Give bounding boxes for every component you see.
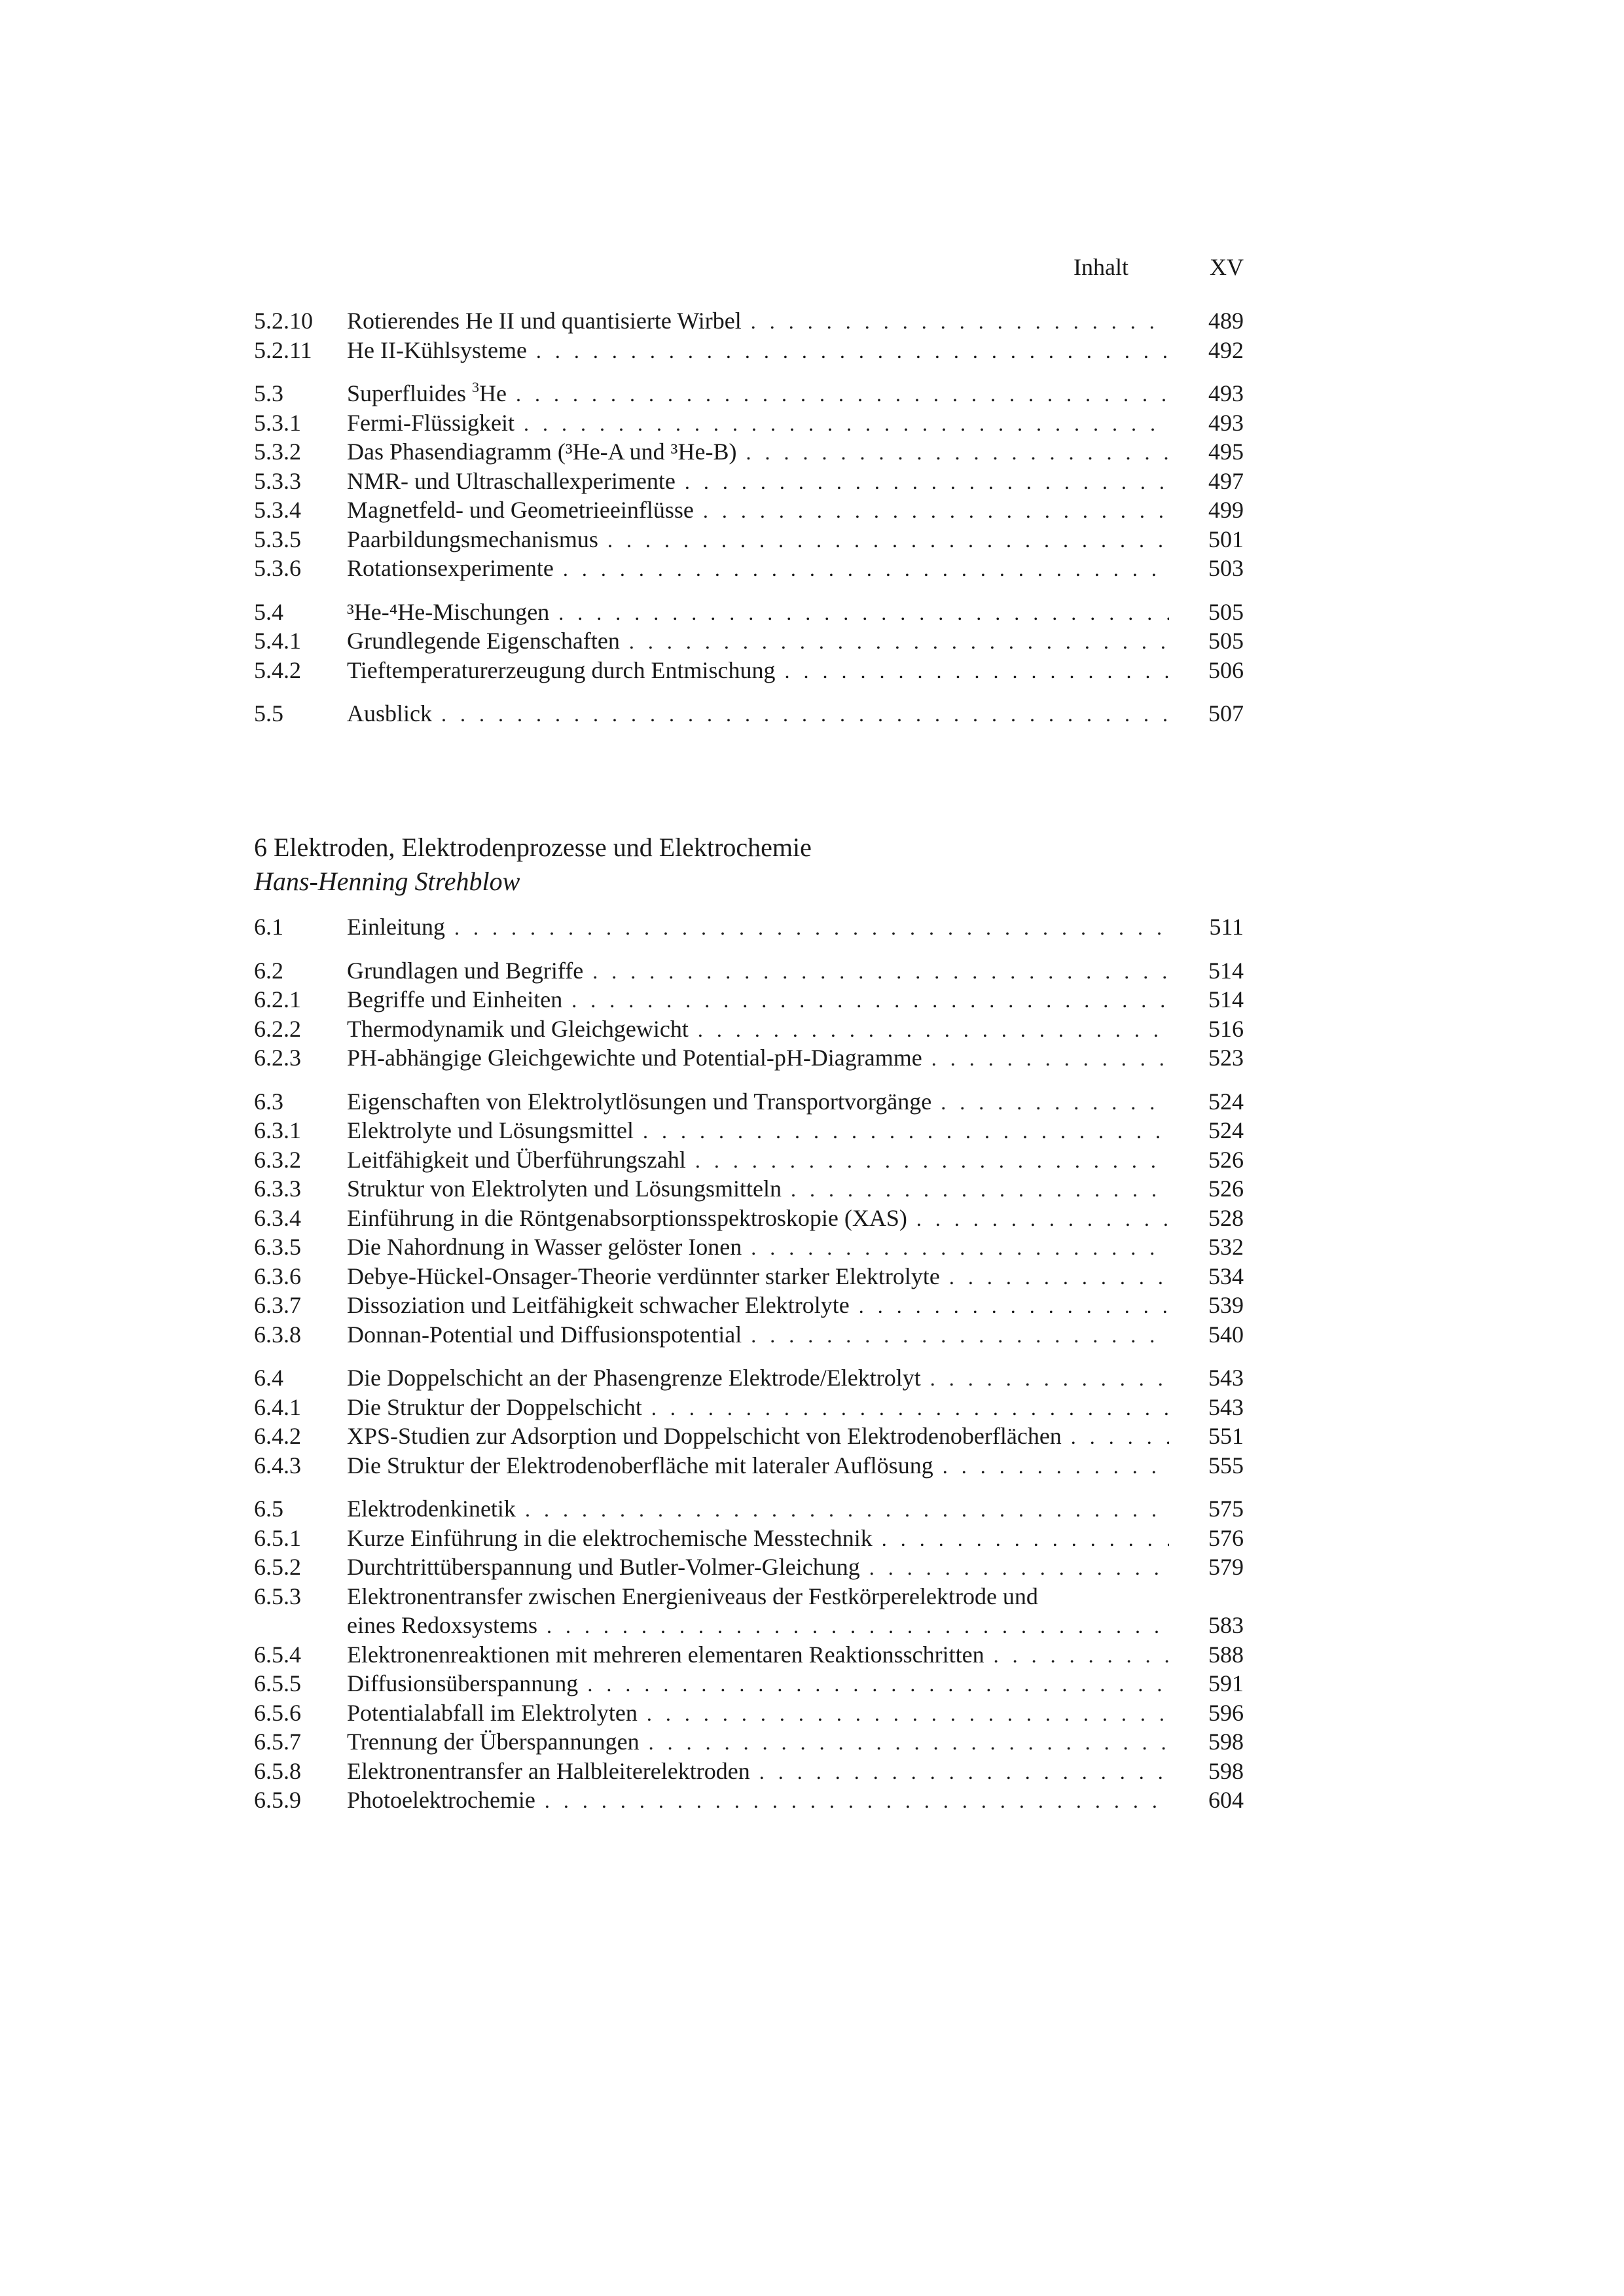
toc-entry [254,1757,1244,1786]
toc-entry-number: 6.5.2 [254,1554,301,1580]
toc-entry-title: XPS-Studien zur Adsorption und Doppelschicht von Elektrodenoberflächen [347,1422,1071,1451]
toc-entry-number: 6.3.3 [254,1175,301,1202]
toc-entry-page: 493 [1208,409,1244,436]
toc-entry-title: Die Doppelschicht an der Phasengrenze Elektrode/Elektrolyt [347,1363,930,1393]
toc-entry [254,1640,1244,1670]
toc-entry-number: 6.2.3 [254,1045,301,1071]
toc-leader-dots [536,336,1169,366]
toc-entry-number: 6.4 [254,1365,283,1391]
toc-entry-page: 598 [1208,1729,1244,1755]
toc-entry-number: 5.3 [254,380,283,406]
toc-entry-number: 5.3.3 [254,467,301,494]
toc-entry-number: 6.3.5 [254,1234,301,1260]
toc-entry-page: 526 [1208,1175,1244,1202]
toc-section-5 [254,306,1244,728]
toc-entry-number: 5.3.4 [254,497,301,523]
toc-leader-dots [746,438,1169,467]
toc-entry [254,598,1244,627]
toc-entry [254,1669,1244,1698]
toc-entry-title: Durchtrittüberspannung und Butler-Volmer-Gleichung [347,1552,869,1582]
toc-entry [254,1611,1244,1640]
toc-entry-title: Leitfähigkeit und Überführungszahl [347,1145,695,1175]
toc-entry-title: Die Struktur der Doppelschicht [347,1393,651,1422]
toc-leader-dots [785,656,1170,686]
toc-entry-title: Eigenschaften von Elektrolytlösungen und Transportvorgänge [347,1087,941,1117]
toc-entry [254,1232,1244,1262]
toc-leader-dots [629,627,1169,656]
toc-entry-number: 6.5.7 [254,1729,301,1755]
toc-leader-dots [698,1015,1169,1045]
toc-entry [254,408,1244,438]
toc-entry-number: 5.5 [254,700,283,726]
toc-entry-number: 6.4.2 [254,1423,301,1449]
toc-entry-title: Rotierendes He II und quantisierte Wirbel [347,306,751,336]
toc-entry-number: 6.5.5 [254,1670,301,1696]
toc-entry-title: Die Nahordnung in Wasser gelöster Ionen [347,1232,751,1262]
toc-entry [254,626,1244,656]
toc-leader-dots [651,1393,1169,1423]
toc-entry [254,467,1244,496]
toc-leader-dots [941,1088,1169,1117]
toc-entry-number: 5.3.2 [254,439,301,465]
toc-entry-page: 492 [1208,336,1244,363]
toc-entry [254,1582,1244,1611]
toc-entry-page: 579 [1208,1554,1244,1580]
toc-entry-title: Ausblick [347,699,441,728]
toc-entry [254,1785,1244,1815]
toc-leader-dots [869,1553,1169,1583]
toc-entry-title: Elektronenreaktionen mit mehreren elementaren Reaktionsschritten [347,1640,994,1670]
toc-entry [254,1393,1244,1422]
toc-leader-dots [524,409,1169,439]
toc-entry [254,656,1244,685]
toc-entry-page: 598 [1208,1757,1244,1784]
toc-entry [254,1320,1244,1350]
toc-leader-dots [943,1452,1169,1481]
toc-entry-title: ³He-⁴He-Mischungen [347,598,558,627]
toc-entry-page: 532 [1208,1234,1244,1260]
toc-entry-number: 5.3.5 [254,526,301,552]
toc-leader-dots [563,554,1169,584]
toc-leader-dots [441,700,1169,729]
toc-entry-number: 6.3.1 [254,1117,301,1143]
toc-leader-dots [685,467,1169,497]
toc-entry-page: 539 [1208,1292,1244,1318]
toc-entry-page: 524 [1208,1117,1244,1143]
toc-entry-page: 489 [1208,308,1244,334]
toc-entry-title: Paarbildungsmechanismus [347,525,607,554]
toc-leader-dots [592,957,1169,986]
toc-leader-dots [571,986,1169,1015]
toc-entry-title: Elektrodenkinetik [347,1494,525,1524]
toc-entry-page: 540 [1208,1321,1244,1348]
toc-entry-title: Tieftemperaturerzeugung durch Entmischung [347,656,785,685]
toc-entry-number: 6.5.8 [254,1757,301,1784]
toc-entry-number: 5.4.1 [254,628,301,654]
toc-entry-title: Elektrolyte und Lösungsmittel [347,1116,643,1145]
toc-entry-title: Struktur von Elektrolyten und Lösungsmitteln [347,1174,791,1204]
toc-leader-dots [949,1263,1169,1292]
toc-entry-title: Grundlegende Eigenschaften [347,626,629,656]
toc-entry-page: 555 [1208,1452,1244,1479]
toc-leader-dots [558,598,1169,628]
toc-entry [254,1262,1244,1291]
toc-entry [254,1363,1244,1393]
toc-entry-title: Elektronentransfer an Halbleiterelektroden [347,1757,759,1786]
toc-entry [254,1014,1244,1044]
toc-entry [254,1552,1244,1582]
toc-leader-dots [587,1670,1169,1699]
toc-entry-title: Magnetfeld- und Geometrieeinflüsse [347,495,703,525]
toc-leader-dots [547,1611,1169,1641]
toc-entry-title: Debye-Hückel-Onsager-Theorie verdünnter starker Elektrolyte [347,1262,949,1291]
toc-entry [254,985,1244,1014]
toc-leader-dots [647,1699,1169,1729]
toc-leader-dots [649,1728,1169,1757]
running-header [1074,247,1244,287]
toc-entry [254,1043,1244,1073]
toc-entry-number: 5.4.2 [254,656,301,683]
toc-leader-dots [751,1321,1169,1350]
toc-entry [254,1291,1244,1320]
toc-entry-title: Grundlagen und Begriffe [347,956,592,986]
toc-leader-dots [916,1204,1169,1234]
toc-entry-number: 6.3.7 [254,1292,301,1318]
toc-entry-number: 6.5.4 [254,1641,301,1668]
toc-entry-page: 497 [1208,467,1244,494]
toc-entry-page: 501 [1208,526,1244,552]
toc-entry-number: 6.5.6 [254,1699,301,1726]
toc-leader-dots [931,1044,1169,1073]
toc-entry-number: 6.3.6 [254,1263,301,1289]
toc-entry-page: 528 [1208,1204,1244,1231]
toc-entry [254,1087,1244,1117]
toc-entry-page: 575 [1208,1496,1244,1522]
toc-entry-page: 516 [1208,1015,1244,1042]
toc-entry [254,912,1244,942]
toc-entry-page: 507 [1208,700,1244,726]
toc-leader-dots [791,1175,1169,1204]
toc-entry-title: Einleitung [347,912,454,942]
toc-entry-number: 6.2.2 [254,1015,301,1042]
toc-entry-page: 493 [1208,380,1244,406]
toc-entry-title: PH-abhängige Gleichgewichte und Potential-pH-Diagramme [347,1043,931,1073]
toc-entry [254,1174,1244,1204]
toc-entry-title: Rotationsexperimente [347,554,563,583]
toc-entry-number: 5.2.10 [254,308,313,334]
toc-leader-dots [930,1364,1169,1393]
toc-entry [254,1145,1244,1175]
toc-entry-number: 6.4.1 [254,1393,301,1420]
toc-entry-page: 505 [1208,598,1244,625]
toc-entry-number: 6.3.4 [254,1204,301,1231]
toc-leader-dots [695,1146,1169,1175]
toc-leader-dots [643,1117,1169,1146]
toc-entry-number: 6.3.8 [254,1321,301,1348]
toc-chapter-6 [254,912,1244,1815]
toc-entry-page: 543 [1208,1365,1244,1391]
toc-entry-title: Potentialabfall im Elektrolyten [347,1698,647,1728]
toc-entry-page: 526 [1208,1146,1244,1173]
toc-entry-page: 523 [1208,1045,1244,1071]
toc-entry-page: 505 [1208,628,1244,654]
toc-leader-dots [516,380,1169,409]
toc-entry-number: 6.5.9 [254,1787,301,1813]
toc-entry-number: 6.3 [254,1088,283,1115]
toc-leader-dots [882,1524,1169,1554]
toc-entry-title: Superfluides $^3$He [347,379,516,408]
toc-entry-number: 6.3.2 [254,1146,301,1173]
toc-entry-number: 6.5.1 [254,1524,301,1551]
toc-entry-title: Donnan-Potential und Diffusionspotential [347,1320,751,1350]
toc-entry-title: NMR- und Ultraschallexperimente [347,467,685,496]
toc-leader-dots [525,1495,1169,1524]
toc-entry-title: Dissoziation und Leitfähigkeit schwacher Elektrolyte [347,1291,859,1320]
toc-leader-dots [703,496,1169,526]
toc-entry [254,1698,1244,1728]
toc-entry-title: He II-Kühlsysteme [347,336,536,365]
toc-leader-dots [545,1786,1169,1816]
toc-entry [254,525,1244,554]
toc-entry-number: 6.5.3 [254,1583,301,1609]
toc-entry [254,1524,1244,1553]
toc-leader-dots [859,1291,1169,1321]
header-page-number: XV [1210,254,1244,280]
toc-entry-page: 506 [1208,656,1244,683]
toc-entry-title: Begriffe und Einheiten [347,985,571,1014]
toc-leader-dots [994,1641,1169,1670]
toc-entry [254,1116,1244,1145]
toc-entry-title: Fermi-Flüssigkeit [347,408,524,438]
toc-entry [254,699,1244,728]
toc-entry [254,495,1244,525]
toc-entry-title: Kurze Einführung in die elektrochemische Messtechnik [347,1524,882,1553]
toc-entry-title: Das Phasendiagramm (³He-A und ³He-B) [347,437,746,467]
chapter-author: Hans-Henning Strehblow [254,867,520,896]
toc-entry-page: 511 [1209,914,1244,940]
toc-entry-number: 5.2.11 [254,336,312,363]
toc-entry-page: 596 [1208,1699,1244,1726]
toc-entry-page: 495 [1208,439,1244,465]
toc-entry-number: 6.4.3 [254,1452,301,1479]
toc-entry [254,1422,1244,1451]
toc-entry-number: 5.3.1 [254,409,301,436]
toc-entry-number: 6.5 [254,1496,283,1522]
toc-entry [254,1727,1244,1757]
toc-entry [254,1451,1244,1480]
toc-entry-title: Einführung in die Röntgenabsorptionsspektroskopie (XAS) [347,1204,916,1233]
toc-entry-title: Photoelektrochemie [347,1785,545,1815]
toc-entry-number: 5.4 [254,598,283,625]
toc-entry [254,1494,1244,1524]
toc-entry [254,306,1244,336]
toc-entry-number: 5.3.6 [254,555,301,581]
toc-entry-number: 6.2.1 [254,986,301,1013]
toc-entry [254,379,1244,408]
toc-entry-page: 499 [1208,497,1244,523]
toc-entry-title: Thermodynamik und Gleichgewicht [347,1014,698,1044]
toc-entry-page: 534 [1208,1263,1244,1289]
toc-leader-dots [751,1233,1169,1263]
toc-entry-page: 503 [1208,555,1244,581]
toc-leader-dots [751,307,1169,336]
toc-entry [254,336,1244,365]
toc-entry-title: Diffusionsüberspannung [347,1669,587,1698]
toc-entry [254,437,1244,467]
toc-leader-dots [454,913,1169,942]
toc-entry-title: Die Struktur der Elektrodenoberfläche mit lateraler Auflösung [347,1451,943,1480]
toc-entry-page: 551 [1208,1423,1244,1449]
toc-entry-page: 583 [1208,1612,1244,1638]
toc-entry-page: 576 [1208,1524,1244,1551]
chapter-heading: 6 Elektroden, Elektrodenprozesse und Elektrochemie [254,833,812,862]
toc-leader-dots [1071,1422,1169,1452]
toc-entry-page: 588 [1208,1641,1244,1668]
toc-entry-title: Elektronentransfer zwischen Energieniveaus der Festkörperelektrode und [347,1582,1047,1611]
toc-entry-page: 524 [1208,1088,1244,1115]
toc-leader-dots [607,526,1169,555]
toc-entry-number: 6.2 [254,957,283,984]
toc-entry [254,956,1244,986]
toc-entry-page: 543 [1208,1393,1244,1420]
toc-entry-title: eines Redoxsystems [347,1611,547,1640]
toc-entry-page: 514 [1208,986,1244,1013]
toc-entry [254,554,1244,583]
toc-entry-page: 604 [1208,1787,1244,1813]
toc-entry-page: 591 [1208,1670,1244,1696]
toc-leader-dots [759,1757,1169,1787]
toc-entry-page: 514 [1208,957,1244,984]
header-title: Inhalt [1074,254,1128,280]
toc-entry-number: 6.1 [254,914,283,940]
toc-entry-title: Trennung der Überspannungen [347,1727,649,1757]
toc-entry [254,1204,1244,1233]
